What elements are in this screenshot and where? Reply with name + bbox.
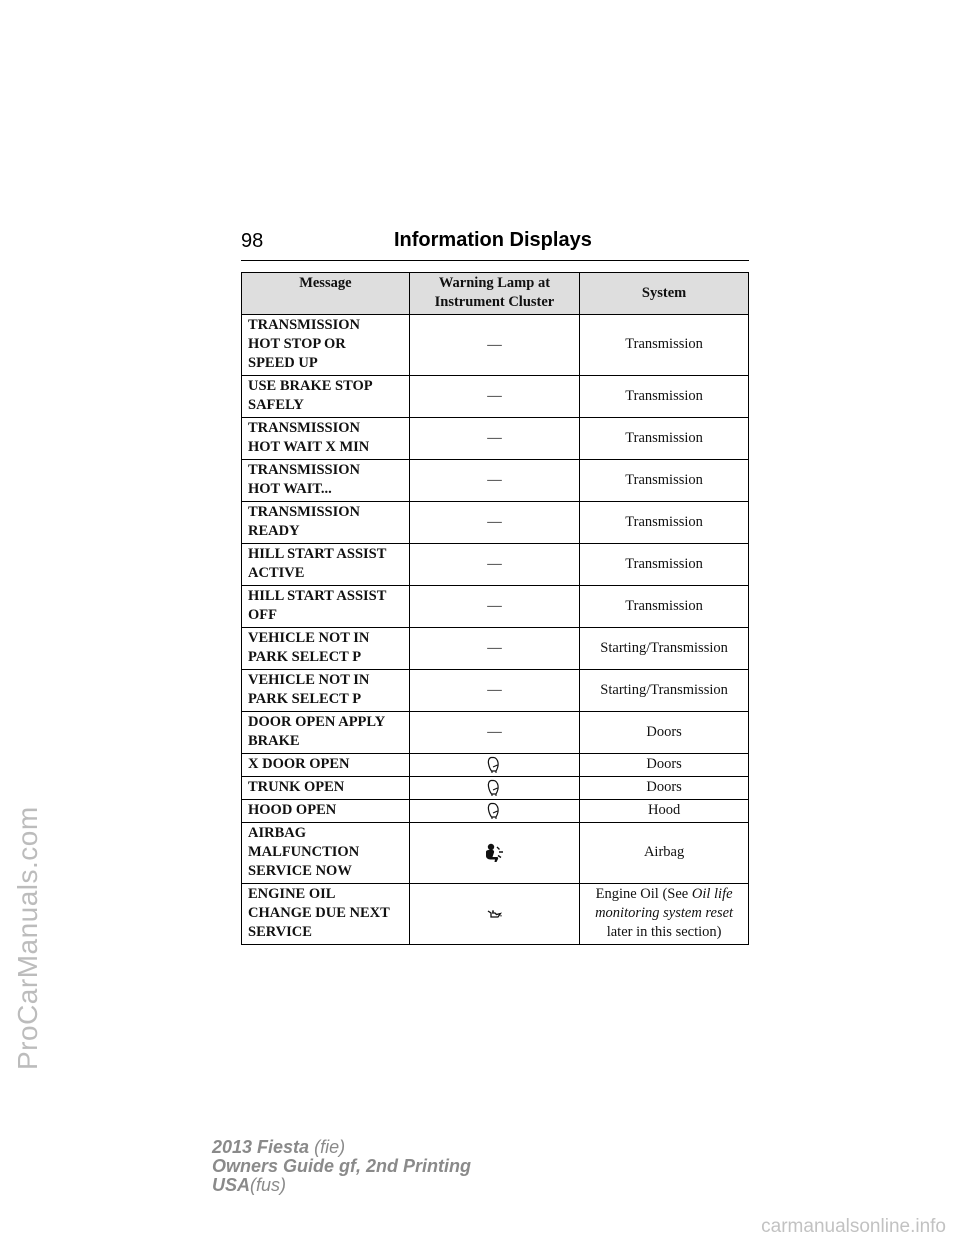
system-cell: Transmission: [580, 315, 749, 376]
lamp-cell: [409, 800, 579, 823]
table-row: [242, 418, 749, 460]
system-cell: Starting/Transmission: [580, 628, 749, 670]
lamp-cell: —: [409, 628, 579, 670]
message-cell: TRANSMISSION HOT WAIT...: [242, 460, 410, 502]
lamp-cell: —: [409, 460, 579, 502]
message-cell: HILL START ASSIST OFF: [242, 586, 410, 628]
table-row: [242, 586, 749, 628]
system-cell: Engine Oil (See Oil life monitoring system reset later in this section): [580, 884, 749, 945]
table-row: [242, 376, 749, 418]
system-cell: Starting/Transmission: [580, 670, 749, 712]
table-row: [242, 884, 749, 945]
lamp-cell: [409, 777, 579, 800]
message-cell: HOOD OPEN: [242, 800, 410, 823]
lamp-cell: —: [409, 544, 579, 586]
door-ajar-icon: [487, 779, 501, 797]
table-row: [242, 754, 749, 777]
table-row: [242, 628, 749, 670]
message-cell: X DOOR OPEN: [242, 754, 410, 777]
lamp-cell: —: [409, 418, 579, 460]
message-cell: VEHICLE NOT IN PARK SELECT P: [242, 670, 410, 712]
footer-guide: Owners Guide gf, 2nd Printing: [212, 1156, 472, 1176]
table-row: [242, 777, 749, 800]
column-header-message: Message: [242, 273, 410, 315]
message-table: [241, 272, 749, 945]
lamp-cell: —: [409, 670, 579, 712]
lamp-cell: [409, 884, 579, 945]
system-cell: Transmission: [580, 418, 749, 460]
section-title: Information Displays: [394, 229, 592, 251]
lamp-cell: —: [409, 315, 579, 376]
table-row: [242, 670, 749, 712]
system-cell: Doors: [580, 754, 749, 777]
system-cell: Transmission: [580, 376, 749, 418]
message-cell: TRUNK OPEN: [242, 777, 410, 800]
table-row: [242, 544, 749, 586]
system-cell: Doors: [580, 777, 749, 800]
side-watermark: ProCarManuals.com: [12, 806, 43, 1070]
system-cell: Airbag: [580, 823, 749, 884]
page-header: [241, 228, 749, 261]
door-ajar-icon: [487, 756, 501, 774]
system-cell: Doors: [580, 712, 749, 754]
message-cell: AIRBAG MALFUNCTION SERVICE NOW: [242, 823, 410, 884]
table-row: [242, 315, 749, 376]
oil-can-icon: [486, 908, 502, 920]
message-cell: TRANSMISSION READY: [242, 502, 410, 544]
table-row: [242, 460, 749, 502]
lamp-cell: —: [409, 712, 579, 754]
system-cell: Transmission: [580, 460, 749, 502]
footer-market: USA(fus): [212, 1175, 287, 1195]
lamp-cell: —: [409, 586, 579, 628]
airbag-icon: [482, 843, 506, 863]
message-cell: VEHICLE NOT IN PARK SELECT P: [242, 628, 410, 670]
column-header-system: System: [580, 273, 749, 315]
message-cell: USE BRAKE STOP SAFELY: [242, 376, 410, 418]
message-cell: HILL START ASSIST ACTIVE: [242, 544, 410, 586]
footer-model: 2013 Fiesta (fie): [212, 1137, 346, 1157]
door-ajar-icon: [487, 802, 501, 820]
message-cell: TRANSMISSION HOT STOP OR SPEED UP: [242, 315, 410, 376]
column-header-warning-lamp: Warning Lamp at Instrument Cluster: [409, 273, 579, 315]
system-cell: Transmission: [580, 544, 749, 586]
message-cell: DOOR OPEN APPLY BRAKE: [242, 712, 410, 754]
message-cell: TRANSMISSION HOT WAIT X MIN: [242, 418, 410, 460]
lamp-cell: —: [409, 376, 579, 418]
page-number: 98: [241, 230, 264, 252]
table-row: [242, 502, 749, 544]
table-row: [242, 800, 749, 823]
message-cell: ENGINE OIL CHANGE DUE NEXT SERVICE: [242, 884, 410, 945]
page-footer: [212, 1138, 471, 1195]
table-row: [242, 712, 749, 754]
table-row: [242, 823, 749, 884]
system-cell: Hood: [580, 800, 749, 823]
system-cell: Transmission: [580, 586, 749, 628]
table-header-row: [242, 273, 749, 315]
lamp-cell: —: [409, 502, 579, 544]
lamp-cell: [409, 823, 579, 884]
system-cell: Transmission: [580, 502, 749, 544]
corner-watermark: carmanualsonline.info: [761, 1216, 946, 1237]
lamp-cell: [409, 754, 579, 777]
